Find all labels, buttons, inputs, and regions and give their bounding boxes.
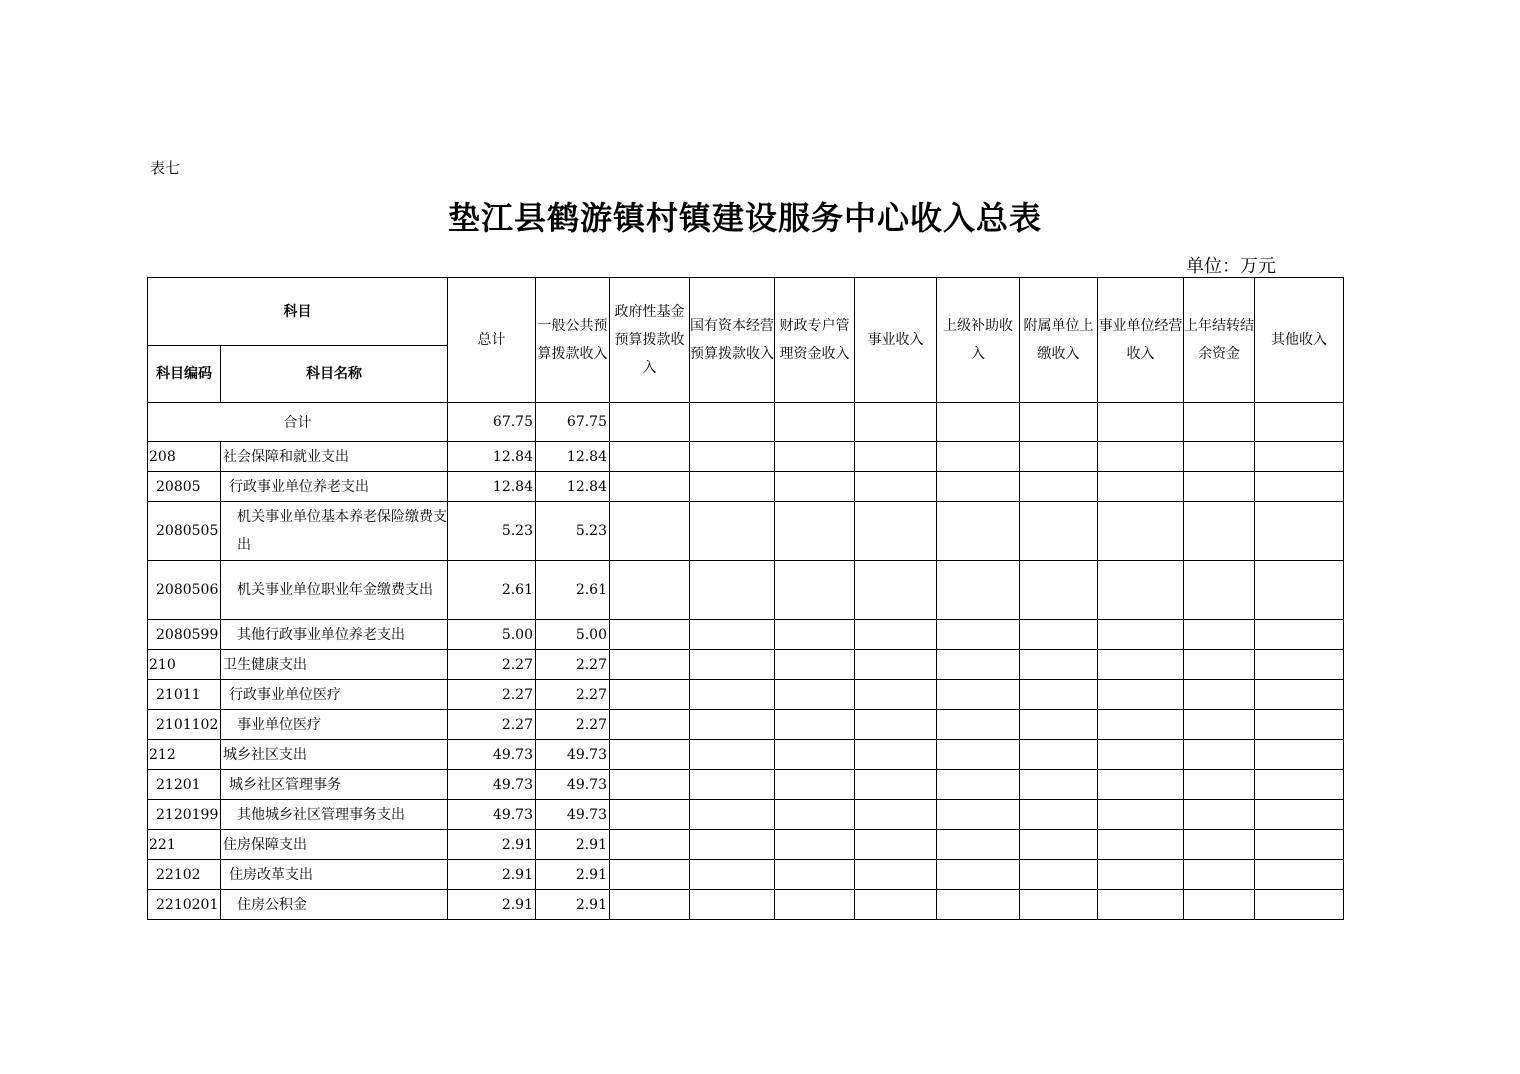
table-number: 表七 xyxy=(150,159,181,177)
empty-cell xyxy=(610,442,690,472)
empty-cell xyxy=(1255,800,1344,830)
empty-cell xyxy=(1020,710,1098,740)
subject-name: 机关事业单位职业年金缴费支出 xyxy=(221,561,448,620)
empty-cell xyxy=(1020,472,1098,502)
subject-name: 住房公积金 xyxy=(221,890,448,920)
header-gov-fund: 政府性基金预算拨款收入 xyxy=(610,278,690,403)
empty-cell xyxy=(610,770,690,800)
header-total: 总计 xyxy=(448,278,536,403)
row-general-budget: 12.84 xyxy=(536,472,610,502)
table-row xyxy=(148,650,1344,680)
empty-cell xyxy=(610,800,690,830)
empty-cell xyxy=(690,830,775,860)
empty-cell xyxy=(690,800,775,830)
empty-cell xyxy=(775,860,855,890)
empty-cell xyxy=(775,830,855,860)
total-sum: 67.75 xyxy=(448,403,536,442)
empty-cell xyxy=(1184,620,1255,650)
empty-cell xyxy=(1020,740,1098,770)
empty-cell xyxy=(775,680,855,710)
empty-cell xyxy=(1098,650,1184,680)
row-general-budget: 49.73 xyxy=(536,800,610,830)
row-general-budget: 2.91 xyxy=(536,860,610,890)
total-label: 合计 xyxy=(148,403,448,442)
empty-cell xyxy=(1255,860,1344,890)
empty-cell xyxy=(690,860,775,890)
empty-cell xyxy=(1098,502,1184,561)
empty-cell xyxy=(1098,620,1184,650)
row-total: 12.84 xyxy=(448,442,536,472)
empty-cell xyxy=(690,740,775,770)
empty-cell xyxy=(610,561,690,620)
header-fiscal-special: 财政专户管理资金收入 xyxy=(775,278,855,403)
row-total: 2.27 xyxy=(448,710,536,740)
empty-cell xyxy=(855,561,937,620)
empty-cell xyxy=(610,472,690,502)
empty-cell xyxy=(937,710,1020,740)
empty-cell xyxy=(775,710,855,740)
empty-cell xyxy=(1020,770,1098,800)
empty-cell xyxy=(1184,740,1255,770)
subject-name: 行政事业单位医疗 xyxy=(221,680,448,710)
empty-cell xyxy=(855,770,937,800)
empty-cell xyxy=(855,860,937,890)
empty-cell xyxy=(1255,561,1344,620)
subject-code: 2101102 xyxy=(148,710,221,740)
empty-cell xyxy=(1184,890,1255,920)
empty-cell xyxy=(1255,502,1344,561)
empty-cell xyxy=(1255,472,1344,502)
empty-cell xyxy=(1255,650,1344,680)
empty-cell xyxy=(1020,830,1098,860)
page-title: 垫江县鹤游镇村镇建设服务中心收入总表 xyxy=(447,199,1042,237)
empty-cell xyxy=(775,472,855,502)
empty-cell xyxy=(1020,442,1098,472)
row-general-budget: 2.61 xyxy=(536,561,610,620)
subject-name: 住房保障支出 xyxy=(221,830,448,860)
subject-code: 2080599 xyxy=(148,620,221,650)
empty-cell xyxy=(690,561,775,620)
empty-cell xyxy=(610,502,690,561)
empty-cell xyxy=(937,442,1020,472)
row-general-budget: 2.91 xyxy=(536,830,610,860)
empty-cell xyxy=(775,442,855,472)
empty-cell xyxy=(1098,740,1184,770)
row-general-budget: 49.73 xyxy=(536,770,610,800)
empty-cell xyxy=(1020,860,1098,890)
empty-cell xyxy=(937,770,1020,800)
empty-cell xyxy=(610,680,690,710)
row-total: 12.84 xyxy=(448,472,536,502)
table-row xyxy=(148,680,1344,710)
empty-cell xyxy=(1098,680,1184,710)
empty-cell xyxy=(775,740,855,770)
row-general-budget: 2.91 xyxy=(536,890,610,920)
row-total: 2.61 xyxy=(448,561,536,620)
empty-cell xyxy=(855,472,937,502)
empty-cell xyxy=(1098,472,1184,502)
empty-cell xyxy=(1184,502,1255,561)
empty-cell xyxy=(1184,561,1255,620)
subject-name: 机关事业单位基本养老保险缴费支出 xyxy=(221,502,448,561)
empty-cell xyxy=(937,860,1020,890)
table-row xyxy=(148,770,1344,800)
empty-cell xyxy=(1098,830,1184,860)
total-general: 67.75 xyxy=(536,403,610,442)
empty-cell xyxy=(775,620,855,650)
subject-name: 城乡社区管理事务 xyxy=(221,770,448,800)
empty-cell xyxy=(610,830,690,860)
row-total: 49.73 xyxy=(448,800,536,830)
empty-cell xyxy=(775,800,855,830)
table-row xyxy=(148,561,1344,620)
unit-label: 单位：万元 xyxy=(1186,256,1276,277)
empty-cell xyxy=(1020,890,1098,920)
empty-cell xyxy=(1255,770,1344,800)
empty-cell xyxy=(937,800,1020,830)
empty-cell xyxy=(937,740,1020,770)
empty-cell xyxy=(775,890,855,920)
subject-name: 其他行政事业单位养老支出 xyxy=(221,620,448,650)
header-subject: 科目 xyxy=(148,278,448,346)
header-general-budget: 一般公共预算拨款收入 xyxy=(536,278,610,403)
empty-cell xyxy=(1255,740,1344,770)
subject-name: 其他城乡社区管理事务支出 xyxy=(221,800,448,830)
subject-code: 21201 xyxy=(148,770,221,800)
empty-cell xyxy=(1098,561,1184,620)
empty-cell xyxy=(1098,770,1184,800)
table-row xyxy=(148,472,1344,502)
empty-cell xyxy=(1184,710,1255,740)
empty-cell xyxy=(1020,561,1098,620)
empty-cell xyxy=(1255,830,1344,860)
empty-cell xyxy=(937,650,1020,680)
empty-cell xyxy=(1184,472,1255,502)
subject-name: 城乡社区支出 xyxy=(221,740,448,770)
table-row xyxy=(148,442,1344,472)
income-summary-table xyxy=(147,277,1344,920)
row-general-budget: 12.84 xyxy=(536,442,610,472)
empty-cell xyxy=(937,890,1020,920)
row-total: 49.73 xyxy=(448,770,536,800)
empty-cell xyxy=(1184,680,1255,710)
empty-cell xyxy=(690,710,775,740)
table-row xyxy=(148,830,1344,860)
empty-cell xyxy=(855,800,937,830)
empty-cell xyxy=(1184,830,1255,860)
row-total: 5.00 xyxy=(448,620,536,650)
header-superior-subsidy: 上级补助收入 xyxy=(937,278,1020,403)
row-total: 5.23 xyxy=(448,502,536,561)
empty-cell xyxy=(690,680,775,710)
subject-code: 212 xyxy=(148,740,221,770)
header-subject-code: 科目编码 xyxy=(148,346,221,403)
empty-cell xyxy=(937,830,1020,860)
empty-cell xyxy=(610,650,690,680)
empty-cell xyxy=(1255,680,1344,710)
row-total: 2.27 xyxy=(448,650,536,680)
empty-cell xyxy=(690,442,775,472)
subject-name: 住房改革支出 xyxy=(221,860,448,890)
row-general-budget: 2.27 xyxy=(536,680,610,710)
empty-cell xyxy=(690,620,775,650)
empty-cell xyxy=(1020,620,1098,650)
empty-cell xyxy=(937,502,1020,561)
subject-name: 事业单位医疗 xyxy=(221,710,448,740)
row-total: 2.91 xyxy=(448,890,536,920)
empty-cell xyxy=(610,860,690,890)
subject-name: 卫生健康支出 xyxy=(221,650,448,680)
header-other-income: 其他收入 xyxy=(1255,278,1344,403)
empty-cell xyxy=(1098,890,1184,920)
empty-cell xyxy=(775,561,855,620)
empty-cell xyxy=(1098,710,1184,740)
row-general-budget: 2.27 xyxy=(536,710,610,740)
subject-code: 2120199 xyxy=(148,800,221,830)
empty-cell xyxy=(1020,800,1098,830)
empty-cell xyxy=(1184,860,1255,890)
empty-cell xyxy=(610,890,690,920)
table-row xyxy=(148,620,1344,650)
row-total: 2.27 xyxy=(448,680,536,710)
subject-name: 行政事业单位养老支出 xyxy=(221,472,448,502)
subject-code: 21011 xyxy=(148,680,221,710)
row-general-budget: 2.27 xyxy=(536,650,610,680)
empty-cell xyxy=(1098,800,1184,830)
header-subject-name: 科目名称 xyxy=(221,346,448,403)
empty-cell xyxy=(610,620,690,650)
table-row xyxy=(148,860,1344,890)
empty-cell xyxy=(855,680,937,710)
empty-cell xyxy=(1020,502,1098,561)
empty-cell xyxy=(610,710,690,740)
empty-cell xyxy=(1020,680,1098,710)
empty-cell xyxy=(855,890,937,920)
empty-cell xyxy=(1184,770,1255,800)
empty-cell xyxy=(1255,710,1344,740)
subject-code: 2210201 xyxy=(148,890,221,920)
header-affiliated-payment: 附属单位上缴收入 xyxy=(1020,278,1098,403)
empty-cell xyxy=(855,740,937,770)
empty-cell xyxy=(690,890,775,920)
subject-code: 210 xyxy=(148,650,221,680)
empty-cell xyxy=(690,650,775,680)
empty-cell xyxy=(1184,442,1255,472)
table-row xyxy=(148,502,1344,561)
subject-code: 2080506 xyxy=(148,561,221,620)
subject-name: 社会保障和就业支出 xyxy=(221,442,448,472)
header-business-income: 事业收入 xyxy=(855,278,937,403)
table-row xyxy=(148,740,1344,770)
empty-cell xyxy=(1184,800,1255,830)
empty-cell xyxy=(855,620,937,650)
empty-cell xyxy=(937,620,1020,650)
row-total: 49.73 xyxy=(448,740,536,770)
empty-cell xyxy=(1020,650,1098,680)
subject-code: 20805 xyxy=(148,472,221,502)
subject-code: 22102 xyxy=(148,860,221,890)
subject-code: 221 xyxy=(148,830,221,860)
header-carryover: 上年结转结余资金 xyxy=(1184,278,1255,403)
empty-cell xyxy=(855,650,937,680)
header-state-capital: 国有资本经营预算拨款收入 xyxy=(690,278,775,403)
table-row xyxy=(148,710,1344,740)
empty-cell xyxy=(775,502,855,561)
empty-cell xyxy=(1184,650,1255,680)
empty-cell xyxy=(937,680,1020,710)
empty-cell xyxy=(855,710,937,740)
empty-cell xyxy=(690,502,775,561)
empty-cell xyxy=(1255,890,1344,920)
row-general-budget: 5.23 xyxy=(536,502,610,561)
empty-cell xyxy=(690,770,775,800)
row-general-budget: 5.00 xyxy=(536,620,610,650)
total-row xyxy=(148,403,1344,442)
empty-cell xyxy=(610,740,690,770)
row-total: 2.91 xyxy=(448,860,536,890)
header-operating-income: 事业单位经营收入 xyxy=(1098,278,1184,403)
empty-cell xyxy=(1255,620,1344,650)
empty-cell xyxy=(690,472,775,502)
table-row xyxy=(148,890,1344,920)
row-general-budget: 49.73 xyxy=(536,740,610,770)
empty-cell xyxy=(855,442,937,472)
subject-code: 2080505 xyxy=(148,502,221,561)
empty-cell xyxy=(1098,442,1184,472)
empty-cell xyxy=(775,770,855,800)
empty-cell xyxy=(937,472,1020,502)
empty-cell xyxy=(855,830,937,860)
empty-cell xyxy=(1098,860,1184,890)
subject-code: 208 xyxy=(148,442,221,472)
table-row xyxy=(148,800,1344,830)
empty-cell xyxy=(775,650,855,680)
empty-cell xyxy=(855,502,937,561)
row-total: 2.91 xyxy=(448,830,536,860)
empty-cell xyxy=(937,561,1020,620)
empty-cell xyxy=(1255,442,1344,472)
